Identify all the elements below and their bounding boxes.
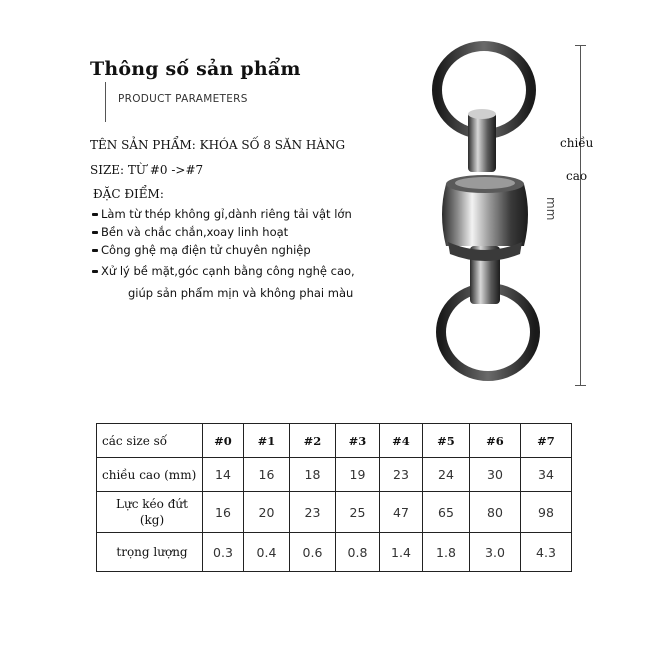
feature-continuation: giúp sản phẩm mịn và không phai màu xyxy=(128,286,354,300)
feature-text: Bền và chắc chắn,xoay linh hoạt xyxy=(101,225,289,239)
size-header: #2 xyxy=(290,424,336,458)
row-label xyxy=(97,492,203,533)
table-cell: 19 xyxy=(336,458,380,492)
table-cell: 16 xyxy=(203,492,244,533)
table-cell: 0.8 xyxy=(336,533,380,572)
table-cell: 47 xyxy=(380,492,423,533)
size-header: #6 xyxy=(470,424,521,458)
table-cell: 0.6 xyxy=(290,533,336,572)
top-shaft xyxy=(468,112,496,172)
bullet-icon xyxy=(92,249,98,252)
feature-item xyxy=(92,225,288,239)
table-cell: 4.3 xyxy=(521,533,572,572)
feature-text: Công ghệ mạ điện tử chuyên nghiệp xyxy=(101,243,311,257)
table-cell: 30 xyxy=(470,458,521,492)
dimension-line xyxy=(580,45,581,386)
table-header-row xyxy=(97,424,572,458)
table-cell: 14 xyxy=(203,458,244,492)
bullet-icon xyxy=(92,231,98,234)
table-cell: 16 xyxy=(244,458,290,492)
dimension-label: cao xyxy=(566,169,588,183)
feature-item xyxy=(92,243,311,257)
feature-text: Xử lý bề mặt,góc cạnh bằng công nghệ cao, xyxy=(101,264,355,278)
table-cell: 25 xyxy=(336,492,380,533)
size-range: SIZE: TỪ #0 ->#7 xyxy=(90,163,204,177)
size-header: #7 xyxy=(521,424,572,458)
swivel-product-image xyxy=(420,36,556,392)
page-subtitle: PRODUCT PARAMETERS xyxy=(118,93,248,105)
features-heading: ĐẶC ĐIỂM: xyxy=(93,187,164,201)
table-cell: 20 xyxy=(244,492,290,533)
row-label: chiều cao (mm) xyxy=(97,458,203,492)
size-header: #5 xyxy=(423,424,470,458)
table-cell: 3.0 xyxy=(470,533,521,572)
table-cell: 23 xyxy=(290,492,336,533)
table-row xyxy=(97,533,572,572)
row-label-line: Lực kéo đứt xyxy=(116,497,188,511)
page-title: Thông số sản phẩm xyxy=(90,58,301,80)
feature-text: Làm từ thép không gỉ,dành riêng tải vật lớn xyxy=(101,207,352,221)
dimension-tick-top xyxy=(575,45,586,46)
table-cell: 1.4 xyxy=(380,533,423,572)
spec-table xyxy=(96,423,572,572)
table-cell: 98 xyxy=(521,492,572,533)
dimension-tick-bottom xyxy=(575,385,586,386)
dimension-unit: mm xyxy=(544,197,558,221)
bullet-icon xyxy=(92,213,98,216)
bullet-icon xyxy=(92,270,98,273)
row-label-unit: (kg) xyxy=(139,513,165,527)
table-cell: 80 xyxy=(470,492,521,533)
product-name: TÊN SẢN PHẨM: KHÓA SỐ 8 SĂN HÀNG xyxy=(90,138,346,152)
table-cell: 65 xyxy=(423,492,470,533)
table-cell: 0.3 xyxy=(203,533,244,572)
table-cell: 18 xyxy=(290,458,336,492)
feature-item xyxy=(92,207,352,221)
dimension-label: chiều xyxy=(560,136,594,150)
size-header: #1 xyxy=(244,424,290,458)
table-cell: 1.8 xyxy=(423,533,470,572)
table-row xyxy=(97,458,572,492)
table-header-label: các size số xyxy=(97,424,203,458)
table-row xyxy=(97,492,572,533)
feature-item xyxy=(92,264,355,278)
title-divider xyxy=(105,82,106,122)
size-header: #3 xyxy=(336,424,380,458)
table-cell: 23 xyxy=(380,458,423,492)
size-header: #0 xyxy=(203,424,244,458)
table-cell: 0.4 xyxy=(244,533,290,572)
table-cell: 34 xyxy=(521,458,572,492)
table-cell: 24 xyxy=(423,458,470,492)
row-label: trọng lượng xyxy=(97,533,203,572)
barrel xyxy=(442,184,528,246)
size-header: #4 xyxy=(380,424,423,458)
